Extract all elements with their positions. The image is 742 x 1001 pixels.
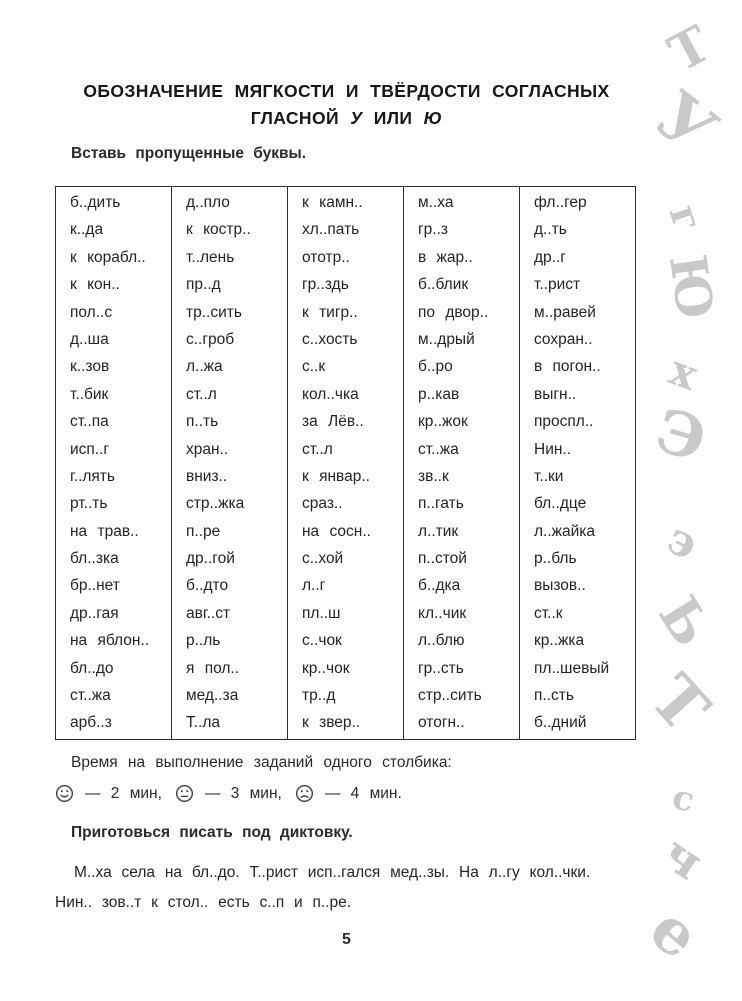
table-column: [172, 187, 288, 739]
table-cell: с..к: [302, 358, 326, 376]
decorative-letter: г: [659, 198, 712, 237]
happy-face-icon: [55, 784, 74, 803]
table-cell: т..рист: [534, 276, 581, 294]
table-cell: к камн..: [302, 194, 363, 211]
table-cell: кр..жок: [418, 413, 468, 431]
table-cell: кол..чка: [302, 385, 359, 403]
table-cell: в жар..: [418, 248, 473, 266]
timing-item-text: — 4 мин.: [324, 784, 402, 802]
table-cell: хл..пать: [302, 221, 360, 239]
dictation-line: М..ха села на бл..до. Т..рист исп..гался мед..зы. На л..гу кол..чки.: [74, 863, 591, 881]
table-cell: зв..к: [418, 467, 449, 485]
decorative-letter: Ю: [657, 250, 726, 323]
page-title-line2: [55, 105, 638, 132]
table-cell: к январ..: [302, 467, 370, 485]
table-cell: сохран..: [534, 330, 593, 348]
table-cell: т..ки: [534, 467, 564, 485]
timing-item-text: — 3 мин,: [204, 784, 282, 802]
table-cell: к костр..: [186, 221, 251, 239]
table-cell: ст..л: [302, 440, 333, 458]
table-cell: ст..жа: [70, 687, 111, 705]
table-cell: на трав..: [70, 522, 139, 540]
table-cell: исп..г: [70, 440, 110, 458]
table-cell: Нин..: [534, 440, 572, 458]
table-cell: с..хость: [302, 330, 358, 348]
table-cell: сраз..: [302, 495, 343, 513]
table-column: [520, 187, 635, 739]
table-cell: л..тик: [418, 522, 459, 540]
table-cell: б..блик: [418, 276, 469, 294]
table-cell: к кон..: [70, 276, 120, 294]
table-cell: кр..жка: [534, 632, 585, 650]
title-word: ГЛАСНОЙ: [250, 108, 339, 128]
table-cell: хран..: [186, 440, 229, 458]
table-cell: м..ха: [418, 194, 454, 211]
table-cell: б..дто: [186, 577, 229, 595]
table-cell: с..чок: [302, 632, 342, 650]
table-cell: мед..за: [186, 687, 239, 705]
table-cell: л..блю: [418, 632, 465, 650]
table-cell: б..ро: [418, 358, 453, 376]
table-column: [404, 187, 520, 739]
table-cell: г..лять: [70, 467, 115, 485]
table-cell: ототр..: [302, 248, 350, 266]
decorative-letter: У: [640, 75, 731, 171]
table-cell: т..лень: [186, 248, 235, 266]
table-cell: тр..д: [302, 687, 336, 705]
table-cell: за Лёв..: [302, 413, 364, 431]
margin-decoration-rail: [635, 0, 742, 1001]
table-cell: л..г: [302, 577, 326, 595]
table-cell: ст..жа: [418, 440, 459, 458]
table-cell: кл..чик: [418, 604, 467, 622]
table-cell: л..жайка: [534, 522, 596, 540]
table-cell: Т..ла: [186, 714, 221, 732]
table-cell: отогн..: [418, 714, 465, 732]
table-cell: на сосн..: [302, 522, 371, 540]
timing-intro: Время на выполнение заданий одного столбика:: [71, 753, 452, 771]
decorative-letter: с: [668, 777, 699, 821]
decorative-letter: ч: [652, 824, 713, 892]
table-cell: бл..зка: [70, 550, 119, 568]
table-column: [56, 187, 172, 739]
table-cell: я пол..: [186, 659, 240, 677]
page-number: 5: [342, 930, 351, 948]
table-cell: вниз..: [186, 467, 228, 485]
table-cell: ст..па: [70, 413, 109, 431]
timing-note: [55, 753, 638, 805]
sad-face-icon: [295, 784, 314, 803]
exercise2-instruction: Приготовься писать под диктовку.: [71, 823, 353, 841]
table-cell: выгн..: [534, 385, 577, 403]
table-cell: к..зов: [70, 358, 110, 376]
table-cell: вызов..: [534, 577, 586, 595]
table-cell: д..ша: [70, 330, 109, 348]
table-cell: арб..з: [70, 714, 112, 732]
table-cell: ст..к: [534, 604, 563, 622]
table-cell: д..ть: [534, 221, 567, 239]
table-cell: рт..ть: [70, 495, 108, 513]
table-cell: др..гая: [70, 604, 119, 622]
table-cell: по двор..: [418, 303, 489, 321]
table-cell: п..ть: [186, 413, 219, 431]
table-cell: с..гроб: [186, 330, 235, 348]
table-cell: т..бик: [70, 385, 109, 403]
table-cell: р..бль: [534, 550, 577, 568]
table-cell: стр..сить: [418, 687, 482, 705]
table-cell: п..сть: [534, 687, 574, 705]
neutral-face-icon: [175, 784, 194, 803]
table-cell: кр..чок: [302, 659, 350, 677]
exercise-word-table: [55, 186, 636, 740]
table-cell: р..кав: [418, 385, 460, 403]
table-cell: ст..л: [186, 385, 217, 403]
table-cell: авг..ст: [186, 604, 231, 622]
dictation-line: Нин.. зов..т к стол.. есть с..п и п..ре.: [55, 893, 352, 911]
table-cell: б..дний: [534, 714, 587, 732]
timing-item: [175, 783, 282, 805]
table-cell: р..ль: [186, 632, 221, 650]
table-cell: бр..нет: [70, 577, 120, 595]
table-cell: пл..шевый: [534, 659, 610, 677]
table-cell: б..дить: [70, 194, 121, 211]
decorative-letter: Т: [659, 13, 720, 84]
table-cell: в погон..: [534, 358, 601, 376]
table-cell: л..жа: [186, 358, 223, 376]
decorative-letter: Т: [635, 660, 723, 747]
decorative-letter: е: [636, 891, 714, 974]
table-cell: др..г: [534, 248, 566, 266]
table-cell: к тигр..: [302, 303, 358, 321]
table-cell: к корабл..: [70, 248, 146, 266]
page-title: [55, 78, 638, 132]
timing-legend: [55, 783, 638, 805]
table-cell: проспл..: [534, 413, 594, 431]
table-cell: пл..ш: [302, 604, 341, 622]
table-cell: б..дка: [418, 577, 461, 595]
decorative-letter: х: [663, 345, 704, 400]
table-cell: к звер..: [302, 714, 361, 732]
table-cell: др..гой: [186, 550, 235, 568]
timing-item: [295, 783, 402, 805]
table-cell: м..равей: [534, 303, 596, 321]
table-cell: к..да: [70, 221, 104, 239]
table-cell: гр..з: [418, 221, 448, 239]
table-cell: п..ре: [186, 522, 221, 540]
table-cell: м..дрый: [418, 330, 475, 348]
table-cell: пол..с: [70, 303, 113, 321]
table-cell: с..хой: [302, 550, 344, 568]
table-cell: на яблон..: [70, 632, 150, 650]
decorative-letter: Э: [648, 395, 714, 477]
title-vowel-yu: Ю: [423, 108, 443, 128]
table-cell: бл..до: [70, 659, 114, 677]
table-cell: пр..д: [186, 276, 221, 294]
table-cell: п..стой: [418, 550, 467, 568]
timing-item: [55, 783, 162, 805]
table-cell: д..пло: [186, 194, 230, 211]
table-cell: стр..жка: [186, 495, 245, 513]
table-cell: фл..гер: [534, 194, 587, 211]
table-cell: п..гать: [418, 495, 464, 513]
title-vowel-u: У: [350, 108, 363, 128]
decorative-letter: Ь: [646, 585, 725, 657]
table-cell: гр..сть: [418, 659, 464, 677]
table-column: [288, 187, 404, 739]
timing-item-text: — 2 мин,: [85, 784, 162, 802]
exercise1-instruction: Вставь пропущенные буквы.: [71, 145, 307, 162]
title-word: ИЛИ: [373, 108, 413, 128]
table-cell: бл..дце: [534, 495, 587, 513]
decorative-letter: э: [659, 512, 706, 571]
table-cell: гр..здь: [302, 276, 349, 294]
page-title-line1: ОБОЗНАЧЕНИЕ МЯГКОСТИ И ТВЁРДОСТИ СОГЛАСНЫХ: [83, 81, 610, 101]
dictation-text: [55, 858, 638, 918]
table-cell: тр..сить: [186, 303, 242, 321]
